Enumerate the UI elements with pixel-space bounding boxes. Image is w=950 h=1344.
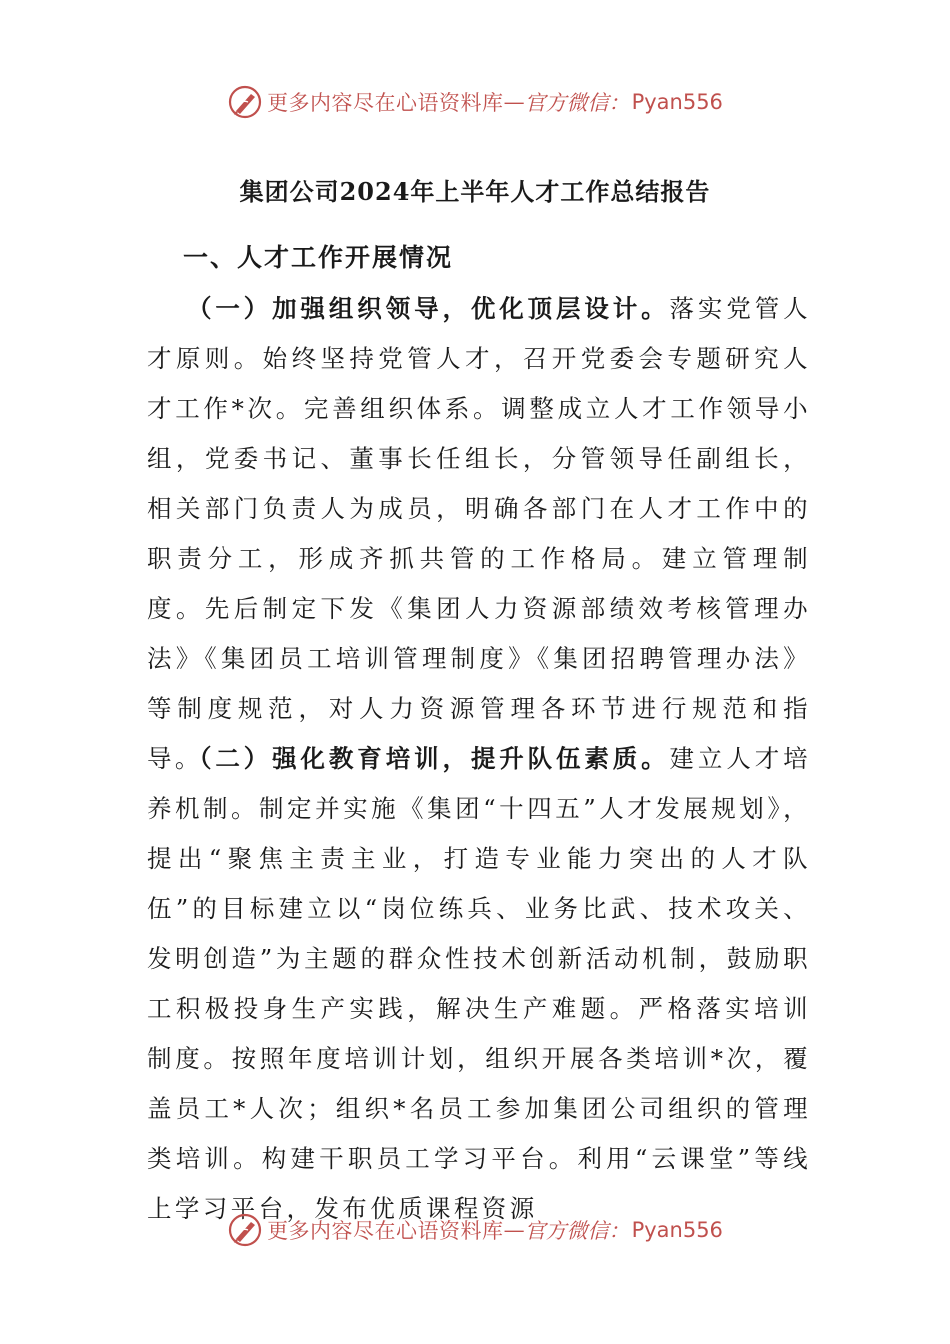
watermark-dash: —: [503, 1218, 525, 1242]
watermark-wechat-label: 官方微信：: [524, 1219, 630, 1243]
watermark-wechat-id: Pyan556: [631, 90, 723, 114]
document-title: 集团公司2024年上半年人才工作总结报告: [239, 177, 711, 206]
watermark-banner-bottom: [0, 1208, 950, 1252]
paragraph-1-body: 落实党管人才原则。始终坚持党管人才，召开党委会专题研究人才工作*次。完善组织体系。调整成立人才工作领导小组，党委书记、董事长任组长，分管领导任副组长，相关部门负责人为成员，明确各部门在人才工作中的职责分工，形成齐抓共管的工作格局。建立管理制度。先后制定下发《集团人力资源部绩效考核管理办法》《集团员工培训管理制度》《集团招聘管理办法》等制度规范，对人力资源管理各环节进行规范和指导。: [147, 294, 811, 773]
paragraph-2: [147, 734, 811, 1234]
paragraph-1-lead: （一）加强组织领导，优化顶层设计。: [187, 294, 670, 323]
watermark-wechat-id: Pyan556: [631, 1218, 723, 1242]
paragraph-1: [147, 284, 811, 784]
watermark-text: 更多内容尽在心语资料库: [267, 91, 504, 115]
watermark-text: 更多内容尽在心语资料库: [267, 1219, 504, 1243]
watermark-banner-top: [0, 80, 950, 124]
section-heading: 一、人才工作开展情况: [183, 243, 454, 272]
paragraph-2-lead: （二）强化教育培训，提升队伍素质。: [187, 744, 670, 773]
pen-logo-icon: [227, 84, 263, 120]
pen-logo-icon: [227, 1212, 263, 1248]
paragraph-2-body: 建立人才培养机制。制定并实施《集团“十四五”人才发展规划》，提出“聚焦主责主业，打造专业能力突出的人才队伍”的目标建立以“岗位练兵、业务比武、技术攻关、发明创造”为主题的群众性技术创新活动机制，鼓励职工积极投身生产实践，解决生产难题。严格落实培训制度。按照年度培训计划，组织开展各类培训*次，覆盖员工*人次；组织*名员工参加集团公司组织的管理类培训。构建干职员工学习平台。利用“云课堂”等线上学习平台，发布优质课程资源: [147, 744, 811, 1223]
watermark-wechat-label: 官方微信：: [524, 91, 630, 115]
watermark-dash: —: [503, 90, 525, 114]
